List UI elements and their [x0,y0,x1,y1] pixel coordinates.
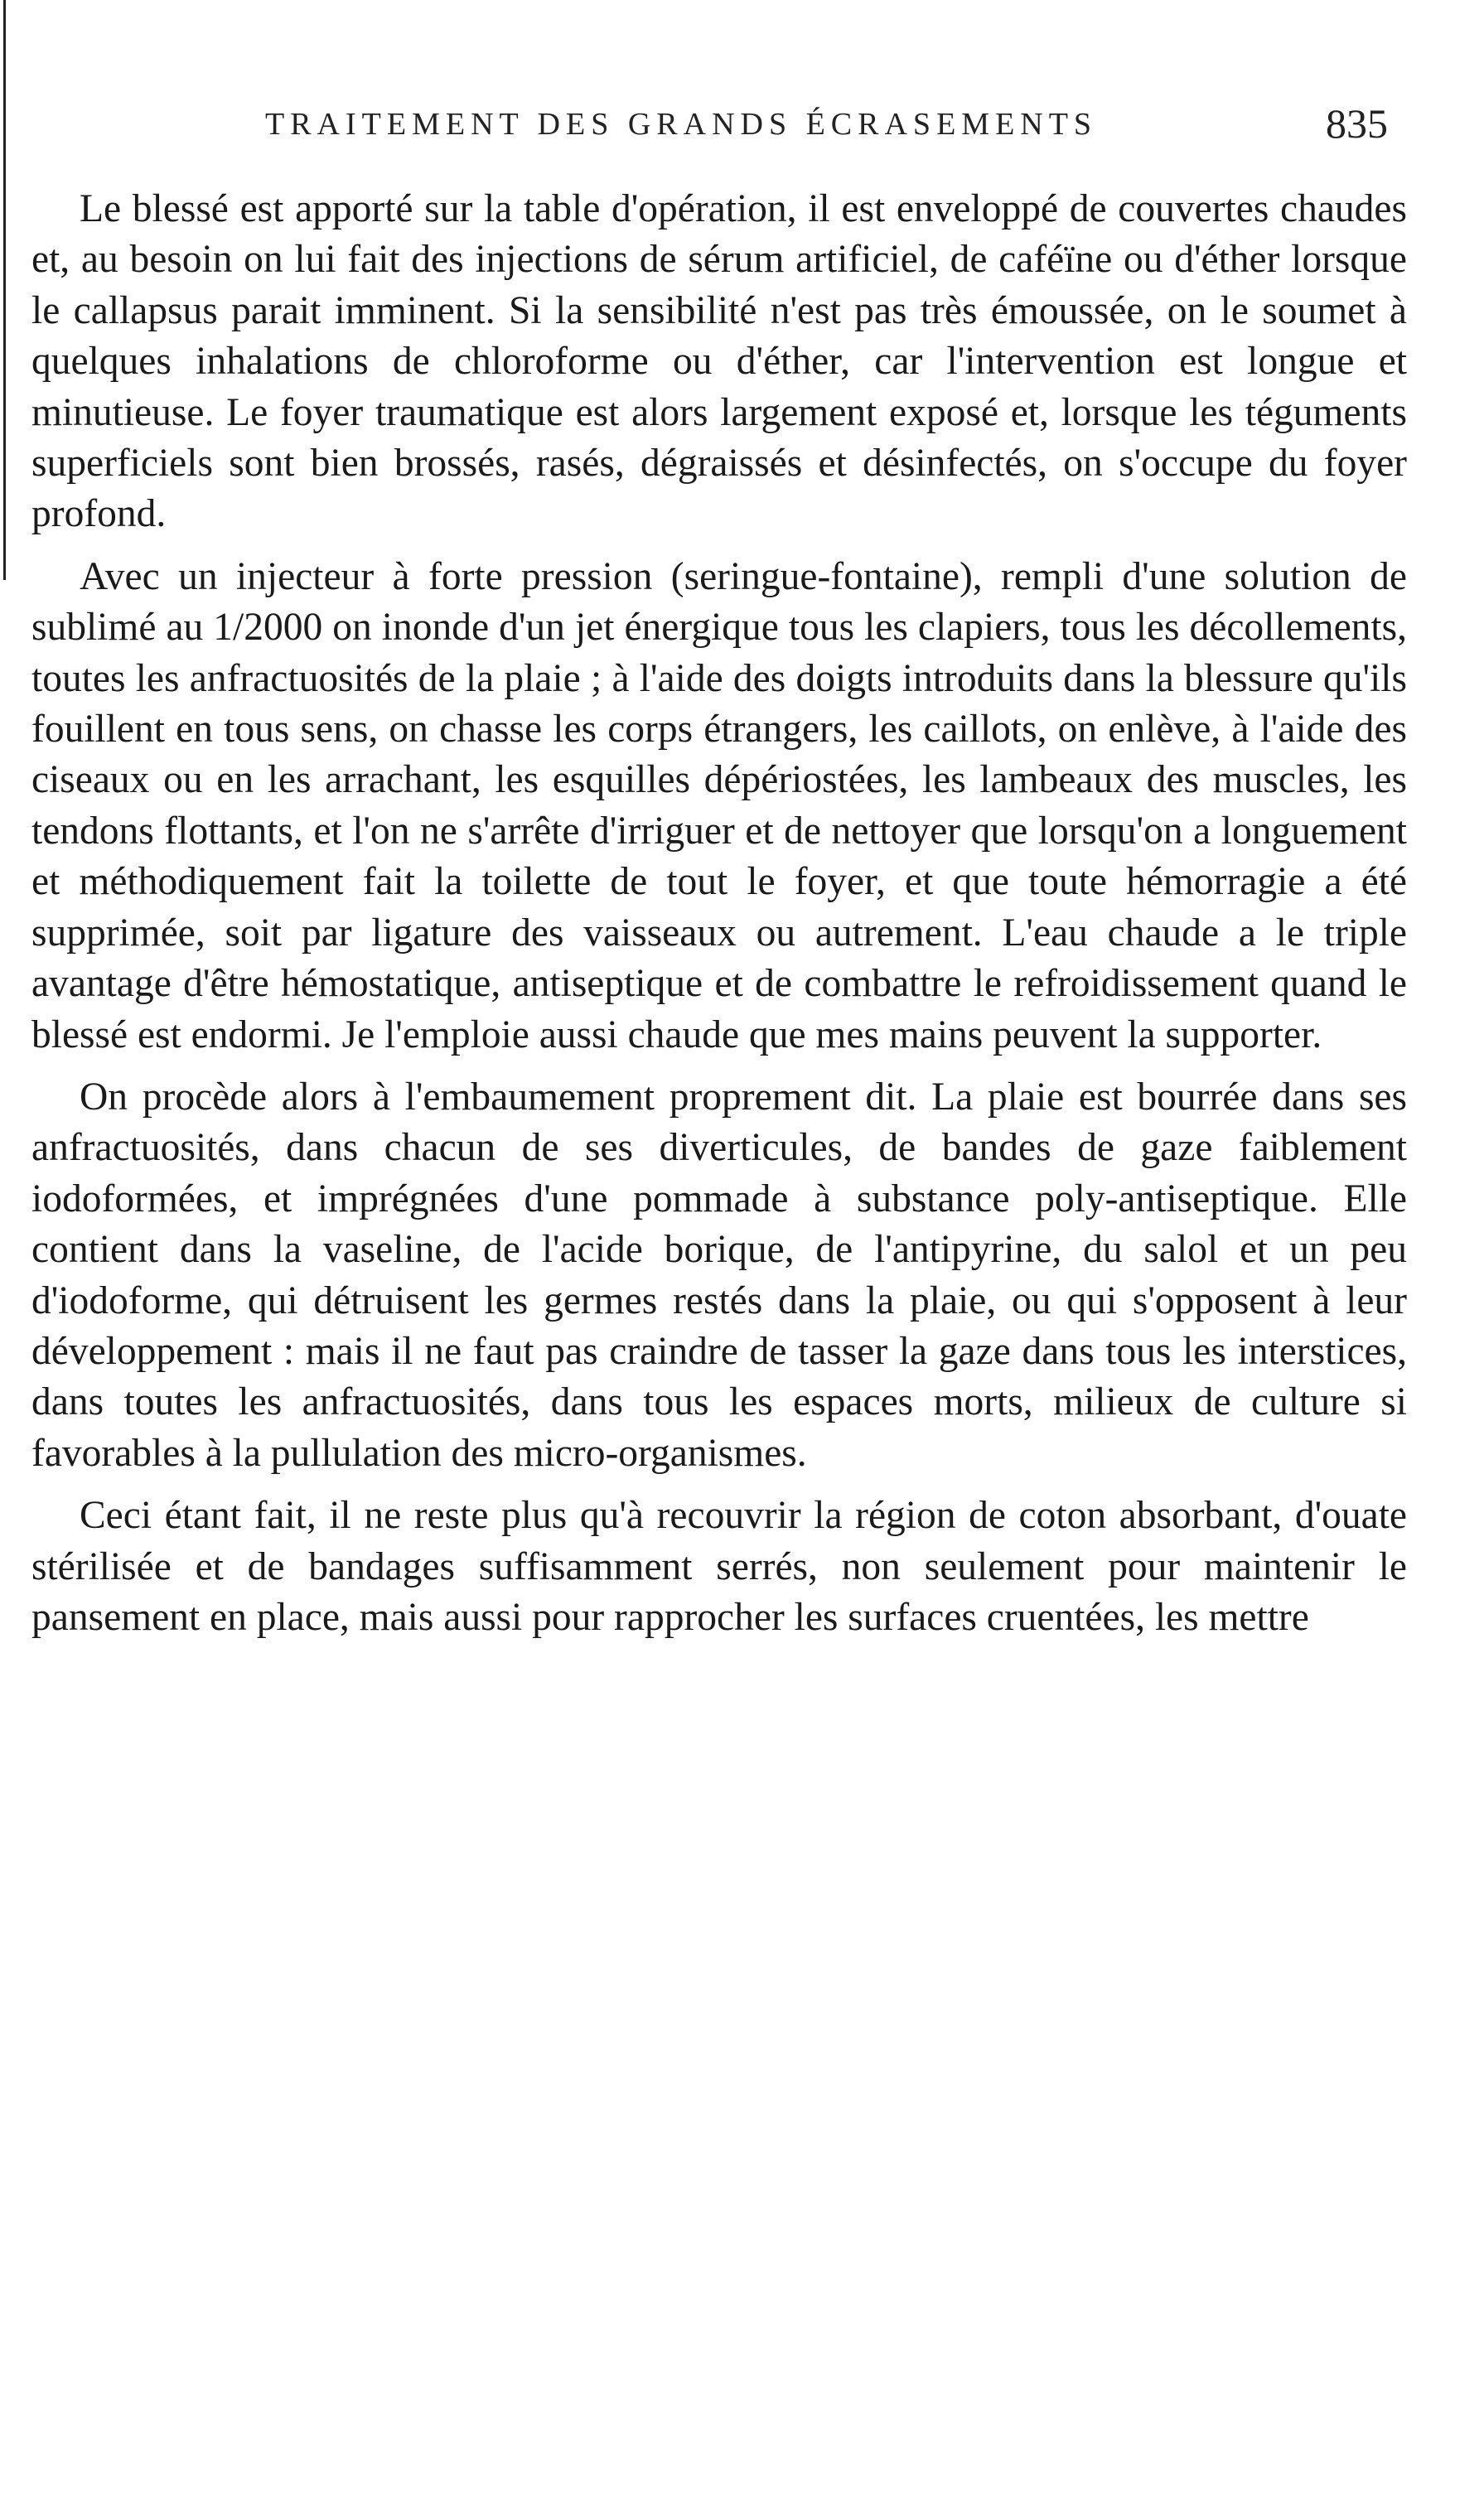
paragraph: Ceci étant fait, il ne reste plus qu'à recouvrir la région de coton absorbant, d'ouate stérilisée et de bandages suffisamment serrés, non seulement pour maintenir le pansement en place, mais aussi pour rapprocher les surfaces cruentées, les mettre [31,1494,1407,1639]
paragraph: Avec un injecteur à forte pression (seringue-fontaine), rempli d'une solution de sublimé au 1/2000 on inonde d'un jet énergique tous les clapiers, tous les décollements, toutes les anfractuosités de la plaie ; à l'aide des doigts introduits dans la blessure qu'ils fouillent en tous sens, on chasse les corps étrangers, les caillots, on enlève, à l'aide des ciseaux ou en les arrachant, les esquilles dépériostées, les lambeaux des muscles, les tendons flottants, et l'on ne s'arrête d'irriguer et de nettoyer que lorsqu'on a longuement et méthodiquement fait la toilette de tout le foyer, et que toute hémorragie a été supprimée, soit par ligature des vaisseaux ou autrement. L'eau chaude a le triple avantage d'être hémostatique, antiseptique et de combattre le refroidissement quand le blessé est endormi. Je l'emploie aussi chaude que mes mains peuvent la supporter. [31,554,1407,1056]
paragraph: On procède alors à l'embaumement proprement dit. La plaie est bourrée dans ses anfractuosités, dans chacun de ses diverticules, de bandes de gaze faiblement iodoformées, et imprégnées d'une pommade à substance poly-antiseptique. Elle contient dans la vaseline, de l'acide borique, de l'antipyrine, du salol et un peu d'iodoforme, qui détruisent les germes restés dans la plaie, ou qui s'opposent à leur développement : mais il ne faut pas craindre de tasser la gaze dans tous les interstices, dans toutes les anfractuosités, dans tous les espaces morts, milieux de culture si favorables à la pullulation des micro-organismes. [31,1075,1407,1475]
body-text [31,184,1407,1655]
paragraph: Le blessé est apporté sur la table d'opération, il est enveloppé de couvertes chaudes et, au besoin on lui fait des injections de sérum artificiel, de caféïne ou d'éther lorsque le callapsus parait imminent. Si la sensibilité n'est pas très émoussée, on le soumet à quelques inhalations de chloroforme ou d'éther, car l'intervention est longue et minutieuse. Le foyer traumatique est alors largement exposé et, lorsque les téguments superficiels sont bien brossés, rasés, dégraissés et désinfectés, on s'occupe du foyer profond. [31,187,1407,536]
running-title: TRAITEMENT DES GRANDS ÉCRASEMENTS [265,107,1098,142]
margin-rule [3,0,6,580]
page-number: 835 [1326,100,1388,147]
